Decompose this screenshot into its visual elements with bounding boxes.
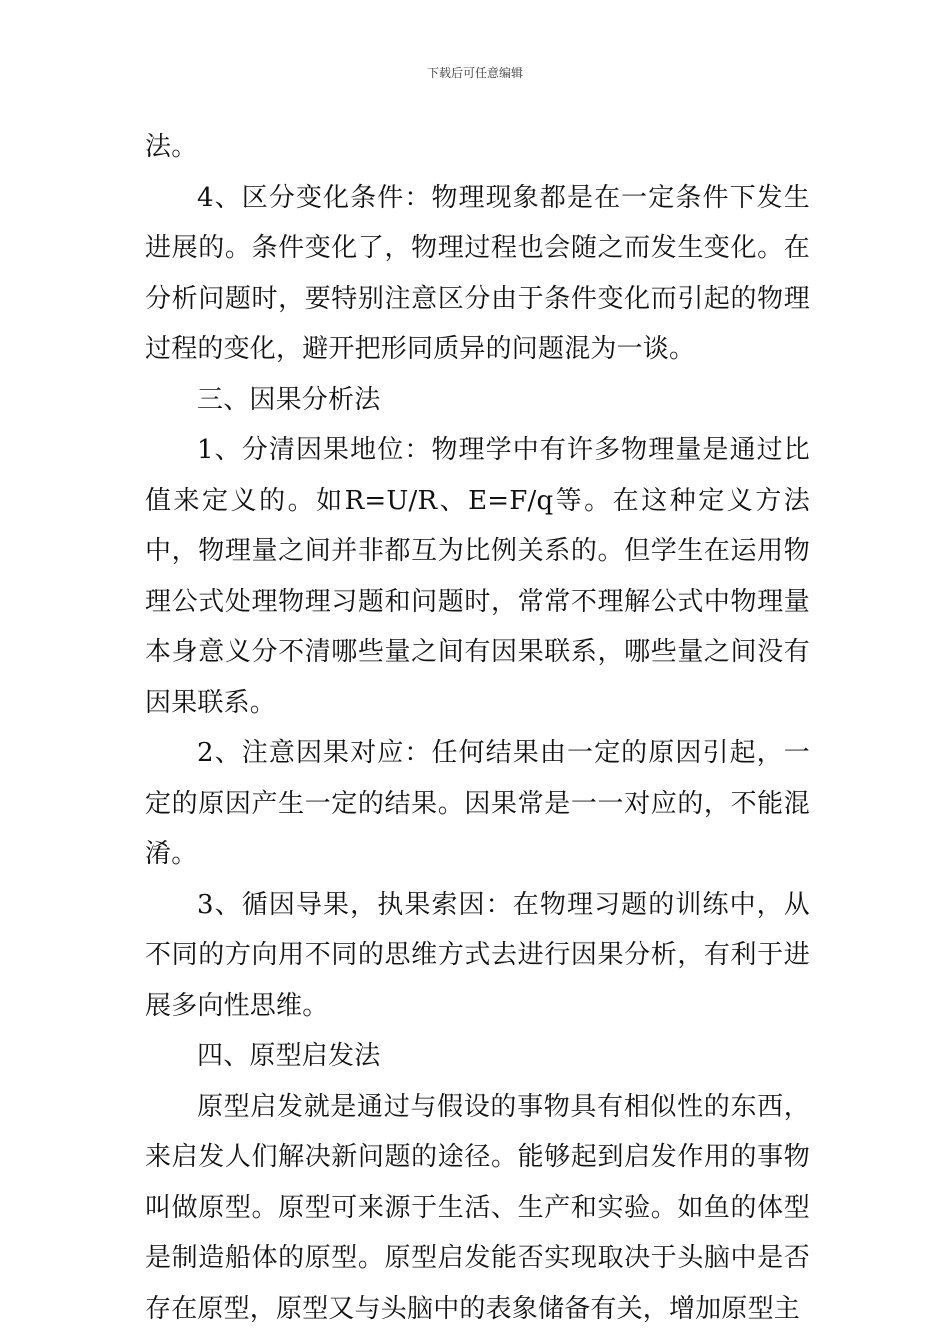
paragraph-cause-effect-status: 1、分清因果地位：物理学中有许多物理量是通过比值来定义的。如R=U/R、E=F/q等。在这种定义方法中，物理量之间并非都互为比例关系的。但学生在运用物理公式处理物理习题和问题时，常常不理解公式中物理量本身意义分不清哪些量之间有因果联系，哪些量之间没有因果联系。: [145, 435, 810, 718]
paragraph-cause-effect-correspondence: 2、注意因果对应：任何结果由一定的原因引起，一定的原因产生一定的结果。因果常是一一对应的，不能混淆。: [145, 738, 810, 869]
paragraph-continuation: 法。: [145, 132, 198, 162]
section-heading-prototype-inspiration: 四、原型启发法: [197, 1041, 381, 1071]
paragraph-trace-cause-effect: 3、循因导果，执果索因：在物理习题的训练中，从不同的方向用不同的思维方式去进行因果分析，有利于进展多向性思维。: [145, 889, 810, 1021]
document-body: [145, 122, 810, 1334]
section-heading-causal-analysis: 三、因果分析法: [197, 384, 381, 415]
paragraph-prototype-inspiration: 原型启发就是通过与假设的事物具有相似性的东西，来启发人们解决新问题的途径。能够起到启发作用的事物叫做原型。原型可来源于生活、生产和实验。如鱼的体型是制造船体的原型。原型启发能否实现取决于头脑中是否存在原型，原型又与头脑中的表象储备有关，增加原型主: [145, 1091, 810, 1324]
page-header: 下载后可任意编辑: [426, 66, 523, 80]
paragraph-distinguish-conditions: 4、区分变化条件：物理现象都是在一定条件下发生进展的。条件变化了，物理过程也会随之而发生变化。在分析问题时，要特别注意区分由于条件变化而引起的物理过程的变化，避开把形同质异的问题混为一谈。: [145, 182, 810, 364]
